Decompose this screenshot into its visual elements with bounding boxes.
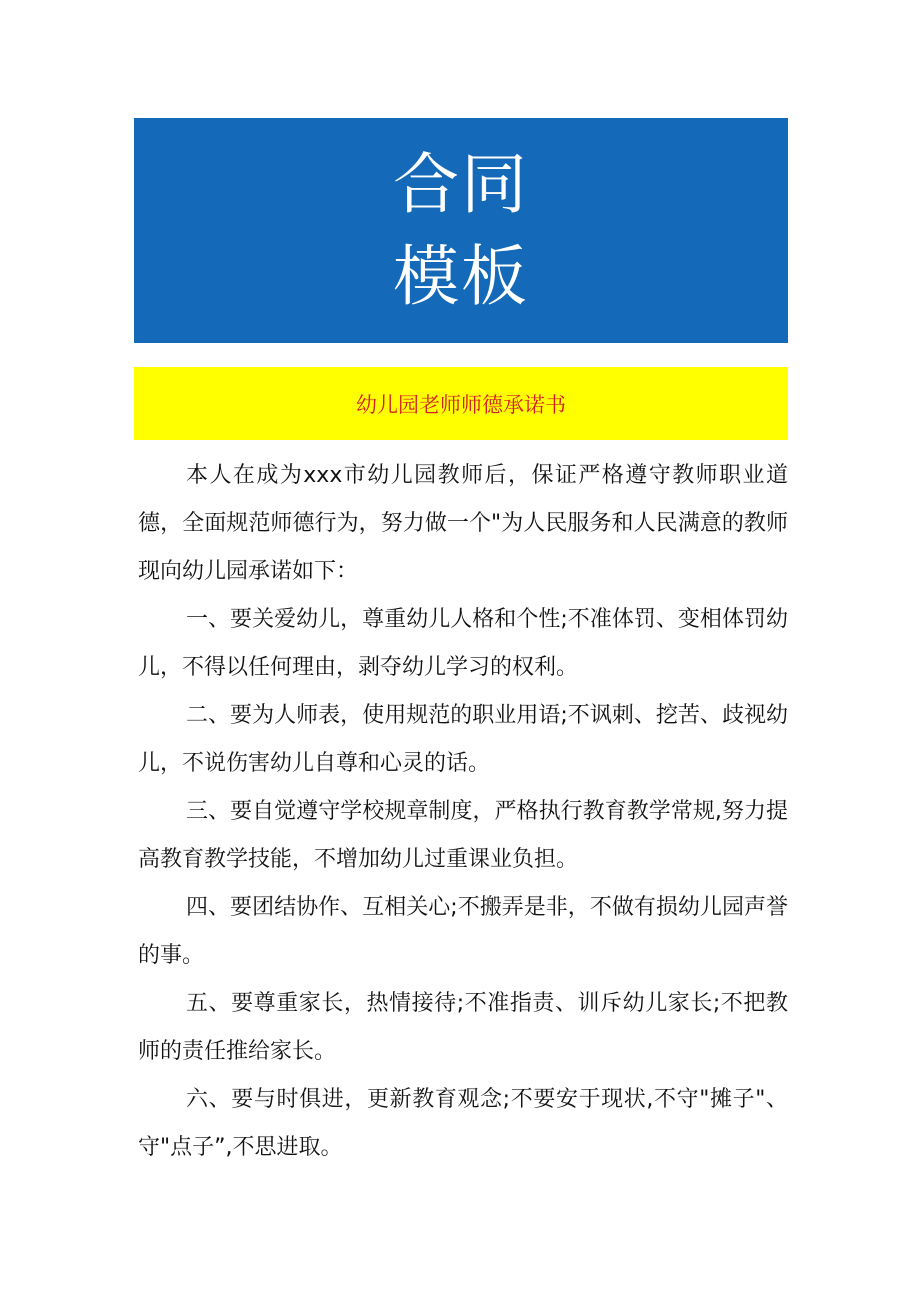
document-subtitle: 幼儿园老师师德承诺书 bbox=[356, 392, 566, 417]
banner-title-line-1: 合同 bbox=[393, 145, 529, 223]
title-banner bbox=[134, 118, 788, 343]
pledge-item-3: 三、要自觉遵守学校规章制度，严格执行教育教学常规,努力提高教育教学技能，不增加幼儿过重课业负担。 bbox=[138, 799, 788, 872]
subtitle-bar bbox=[134, 367, 788, 440]
banner-title-line-2: 模板 bbox=[393, 237, 529, 315]
document-body bbox=[138, 452, 788, 1172]
pledge-item-6: 六、要与时俱进，更新教育观念;不要安于现状,不守"摊子"、守"点子”,不思进取。 bbox=[138, 1087, 788, 1160]
intro-paragraph: 本人在成为xxx市幼儿园教师后，保证严格遵守教师职业道德，全面规范师德行为，努力做一个"为人民服务和人民满意的教师现向幼儿园承诺如下： bbox=[138, 463, 788, 584]
pledge-item-2: 二、要为人师表，使用规范的职业用语;不讽刺、挖苦、歧视幼儿，不说伤害幼儿自尊和心灵的话。 bbox=[138, 703, 788, 776]
pledge-item-4: 四、要团结协作、互相关心;不搬弄是非，不做有损幼儿园声誉的事。 bbox=[138, 895, 788, 968]
pledge-item-1: 一、要关爱幼儿，尊重幼儿人格和个性;不准体罚、变相体罚幼儿，不得以任何理由，剥夺幼儿学习的权利。 bbox=[138, 607, 788, 680]
pledge-item-5: 五、要尊重家长，热情接待;不准指责、训斥幼儿家长;不把教师的责任推给家长。 bbox=[138, 991, 788, 1064]
